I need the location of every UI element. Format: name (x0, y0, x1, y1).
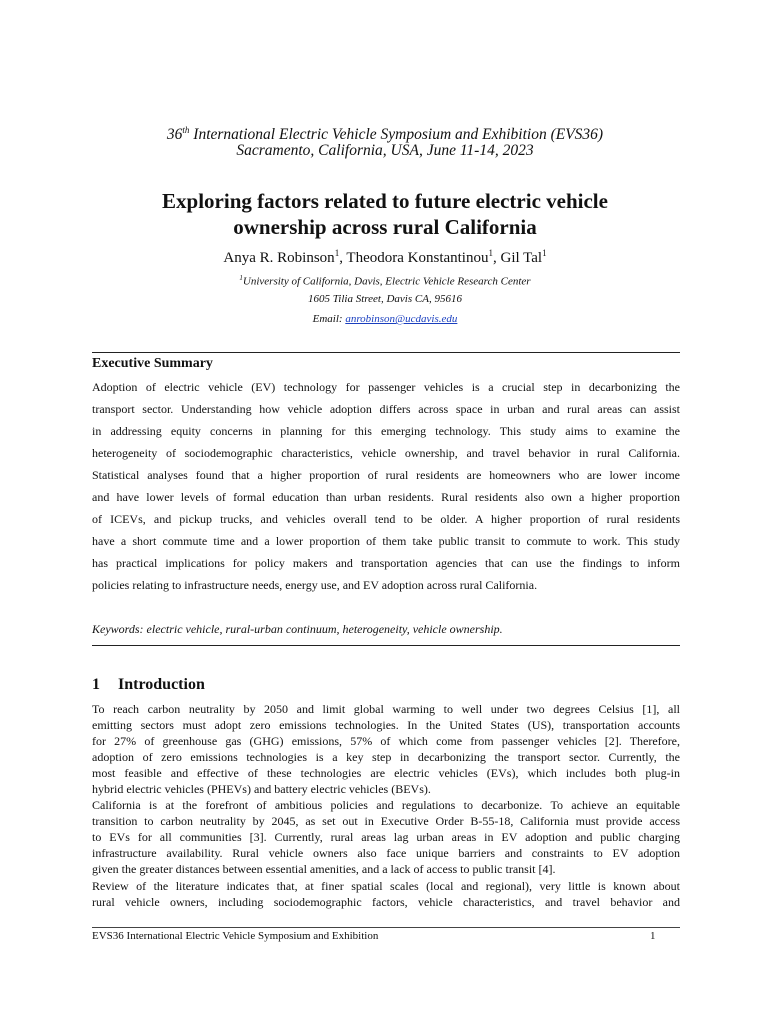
author-3: Gil Tal (500, 250, 543, 266)
executive-summary-body (92, 376, 680, 596)
paragraph (92, 701, 680, 797)
section-number: 1 (92, 676, 100, 693)
divider (92, 645, 680, 646)
section-title: Introduction (118, 676, 205, 693)
conference-number: 36 (166, 126, 183, 144)
page-number: 1 (650, 930, 656, 942)
author-list (0, 243, 770, 268)
text-line: To reach carbon neutrality by 2050 and limit global warming to well under two degrees Celsius [1], all (92, 702, 680, 716)
email-link[interactable]: anrobinson@ucdavis.edu (345, 313, 458, 325)
summary-line: and have lower levels of formal education than urban residents. Rural residents also own a higher proportion (92, 490, 680, 504)
text-line: rural vehicle owners, including sociodemographic factors, vehicle characteristics, and travel behavior and (92, 895, 680, 909)
summary-line: heterogeneity of sociodemographic characteristics, vehicle ownership, and travel behavior in rural California. (92, 446, 680, 460)
title-line-2: ownership across rural California (233, 215, 537, 239)
summary-line: have a short commute time and a lower proportion of them take public transit to commute to work. This study (92, 534, 680, 548)
paragraph (92, 878, 680, 910)
email-label: Email: (312, 313, 346, 325)
text-line: Review of the literature indicates that, at finer spatial scales (local and regional), very little is known about (92, 879, 680, 893)
author-1: Anya R. Robinson (223, 250, 335, 266)
summary-line: in addressing equity concerns in planning for this emerging technology. This study aims to examine the (92, 424, 680, 438)
text-line: emitting sectors must adopt zero emissions technologies. In the United States (US), transportation accounts (92, 718, 680, 732)
text-line: hybrid electric vehicles (PHEVs) and battery electric vehicles (BEVs). (92, 782, 431, 796)
text-line: California is at the forefront of ambitious policies and regulations to decarbonize. To achieve an equitable (92, 798, 680, 812)
text-line: most feasible and effective of these technologies are electric vehicles (EVs), which includes both plug-in (92, 766, 680, 780)
paragraph (92, 797, 680, 877)
author-3-affil: 1 (542, 248, 547, 258)
institution-name: University of California, Davis, Electric Vehicle Research Center (242, 275, 531, 288)
summary-line: Adoption of electric vehicle (EV) technology for passenger vehicles is a crucial step in decarbonizing the (92, 380, 680, 394)
text-line: given the greater distances between essential amenities, and a lack of access to public transit [4]. (92, 862, 556, 876)
footer-text: EVS36 International Electric Vehicle Symposium and Exhibition (92, 930, 379, 942)
conference-line-2: Sacramento, California, USA, June 11-14, 2023 (236, 142, 534, 159)
divider (92, 352, 680, 353)
text-line: transition to carbon neutrality by 2045, as set out in Executive Order B-55-18, California must provide access (92, 814, 680, 828)
author-separator: , (492, 250, 501, 266)
author-2: Theodora Konstantinou (346, 250, 489, 266)
author-separator: , (339, 250, 347, 266)
footer-divider (92, 927, 680, 928)
conference-name: International Electric Vehicle Symposium and Exhibition (EVS36) (189, 126, 604, 144)
affiliation-email (0, 312, 770, 326)
summary-line: has practical implications for policy makers and transportation agencies that can use the findings to inform (92, 556, 680, 570)
author-1-affil: 1 (334, 248, 340, 258)
title-line-1: Exploring factors related to future electric vehicle (162, 189, 608, 213)
summary-line: Statistical analyses found that a higher proportion of rural residents are homeowners who are lower income (92, 468, 680, 482)
summary-line: transport sector. Understanding how vehicle adoption differs across space in urban and rural areas can assist (92, 402, 680, 416)
affiliation-institution (0, 271, 770, 289)
summary-line: policies relating to infrastructure needs, energy use, and EV adoption across rural California. (92, 578, 538, 592)
summary-line: of ICEVs, and pickup trucks, and vehicles overall tend to be older. A higher proportion of rural residents (92, 512, 680, 526)
affiliation-address: 1605 Tilia Street, Davis CA, 95616 (308, 293, 462, 305)
text-line: to EVs for all communities [3]. Currently, rural areas lag urban areas in EV adoption and public charging (92, 830, 680, 844)
text-line: for 27% of greenhouse gas (GHG) emissions, 57% of which come from passenger vehicles [2]. Therefore, (92, 734, 680, 748)
affiliation-marker: 1 (239, 274, 243, 282)
text-line: infrastructure availability. Rural vehicle owners also face unique barriers and constraints to EV adoption (92, 846, 680, 860)
author-2-affil: 1 (488, 248, 493, 258)
executive-summary-heading: Executive Summary (92, 356, 213, 371)
paper-title (0, 188, 770, 240)
conference-number-suffix: th (182, 125, 190, 135)
text-line: adoption of zero emissions technologies is a key step in decarbonizing the transport sector. Currently, the (92, 750, 680, 764)
section-heading (92, 676, 205, 694)
keywords: Keywords: electric vehicle, rural-urban continuum, heterogeneity, vehicle ownership. (92, 622, 503, 636)
